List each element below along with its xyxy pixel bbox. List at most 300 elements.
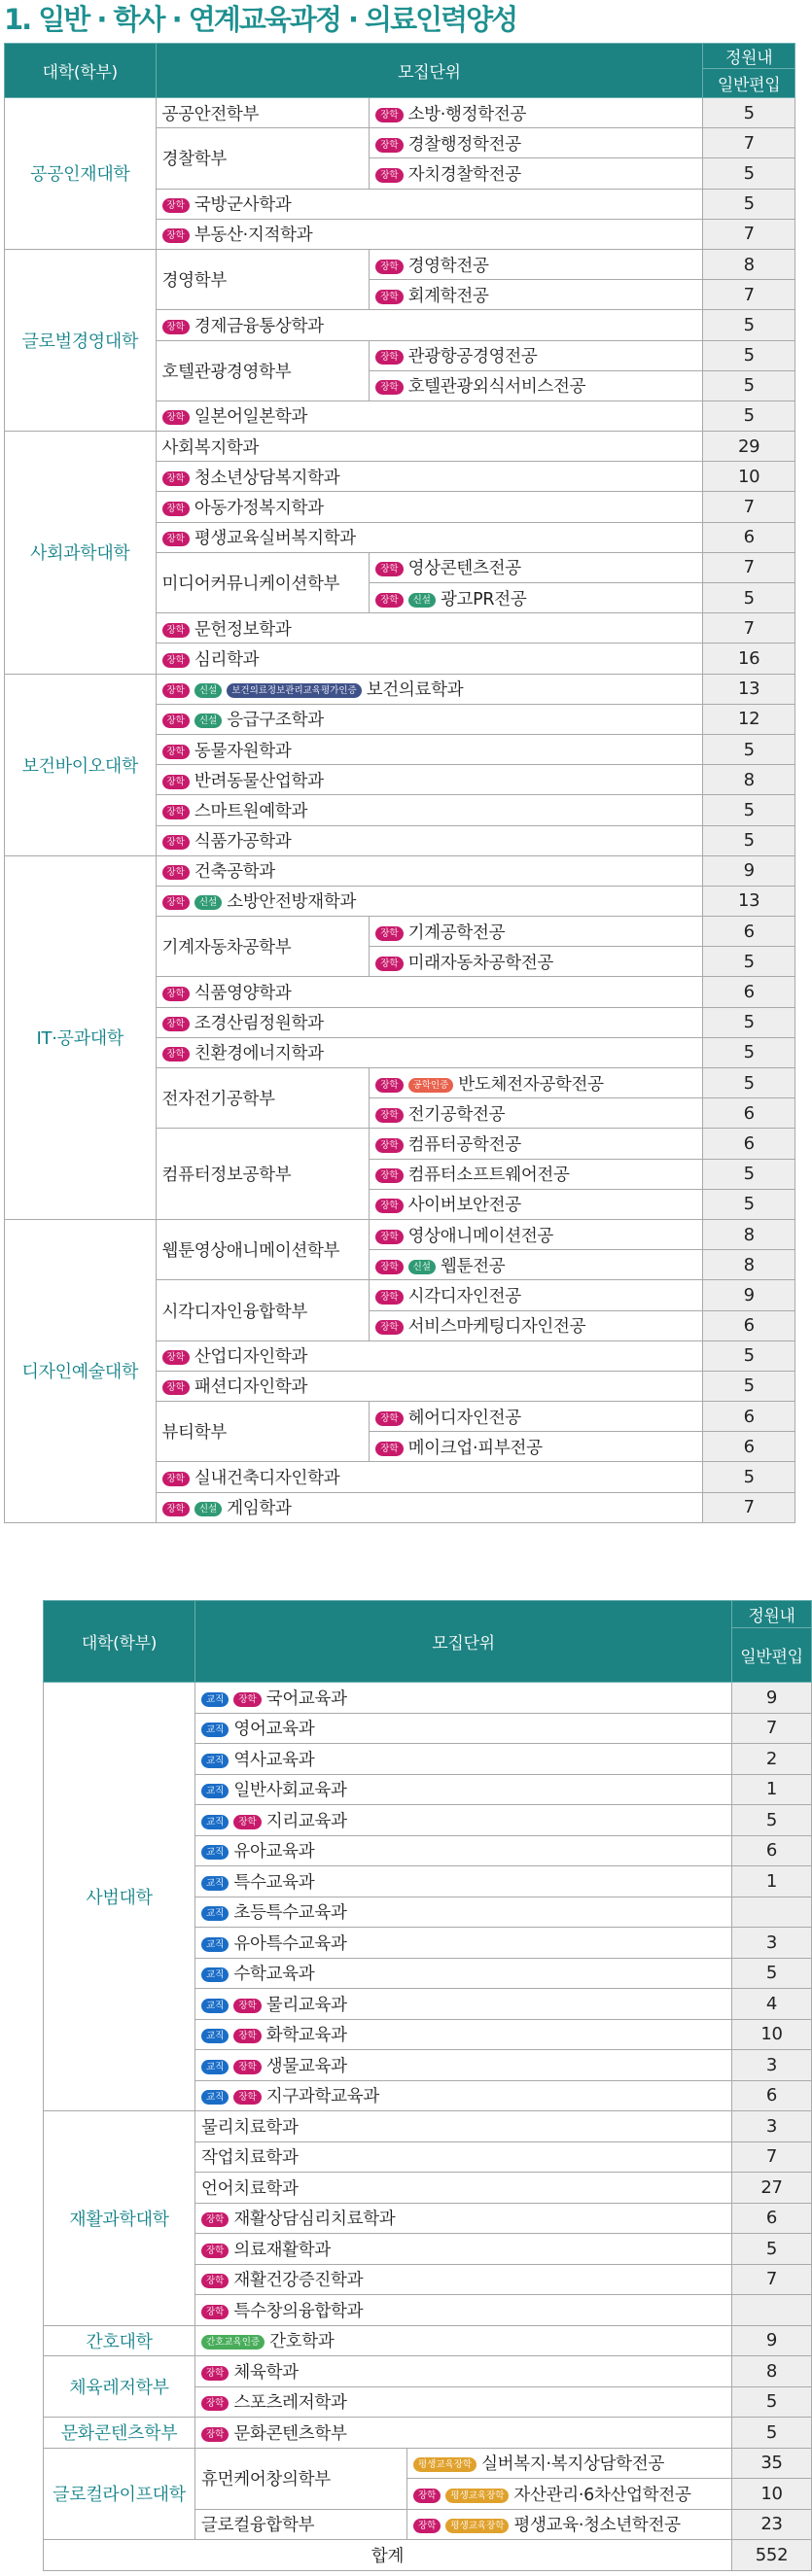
header-unit: 모집단위 [156, 44, 703, 98]
major-cell [370, 158, 703, 189]
major-label: 영상애니메이션전공 [407, 1226, 554, 1246]
college-cell: IT·공과대학 [5, 855, 157, 1219]
quota-cell: 5 [703, 1189, 795, 1219]
major-cell [370, 370, 703, 400]
major-label: 컴퓨터공학전공 [407, 1134, 521, 1155]
unit-label: 영어교육과 [233, 1720, 315, 1740]
quota-cell: 5 [703, 1371, 795, 1401]
unit-cell: 휴먼케어창의학부 [195, 2448, 407, 2509]
unit-cell [195, 2418, 732, 2449]
quota-cell: 6 [703, 917, 795, 947]
major-cell [370, 1250, 703, 1280]
unit-cell [156, 734, 703, 764]
quota-cell: 5 [703, 370, 795, 400]
college-cell: 사범대학 [44, 1683, 195, 2111]
scholarship-tag: 장학 [162, 1472, 190, 1486]
scholarship-tag: 장학 [162, 653, 190, 668]
scholarship-tag: 장학 [162, 471, 190, 486]
major-cell [370, 1432, 703, 1462]
major-cell [370, 249, 703, 279]
college-cell: 공공인재대학 [5, 98, 157, 250]
teaching-tag: 교직 [201, 1876, 229, 1891]
scholarship-tag: 장학 [375, 260, 403, 274]
unit-label: 화학교육과 [265, 2026, 347, 2046]
unit-label: 간호학과 [269, 2332, 335, 2352]
scholarship-tag: 장학 [375, 1138, 403, 1153]
new-tag: 신설 [408, 1260, 436, 1274]
quota-cell [732, 2295, 812, 2326]
scholarship-tag: 장학 [375, 1108, 403, 1123]
unit-cell [195, 2050, 732, 2081]
quota-cell: 6 [703, 1098, 795, 1129]
unit-cell: 경찰학부 [156, 128, 370, 189]
unit-cell [156, 522, 703, 552]
lifelong-scholarship-tag: 평생교육장학 [445, 2519, 509, 2533]
major-label: 웹툰전공 [440, 1256, 506, 1276]
quota-cell: 5 [703, 734, 795, 764]
unit-cell [156, 1462, 703, 1492]
major-label: 컴퓨터소프트웨어전공 [407, 1166, 570, 1186]
lifelong-scholarship-tag: 평생교육장학 [413, 2457, 477, 2472]
scholarship-tag: 장학 [375, 168, 403, 183]
quota-cell: 2 [732, 1744, 812, 1775]
scholarship-tag: 장학 [375, 1230, 403, 1244]
scholarship-tag: 장학 [233, 1815, 261, 1829]
quota-cell: 6 [703, 1310, 795, 1340]
teaching-tag: 교직 [201, 1784, 229, 1798]
unit-cell [156, 492, 703, 522]
quota-cell: 8 [703, 1250, 795, 1280]
major-cell [370, 1068, 703, 1098]
quota-cell: 8 [703, 249, 795, 279]
scholarship-tag: 장학 [375, 350, 403, 365]
scholarship-tag: 장학 [162, 835, 190, 850]
major-label: 기계공학전공 [407, 922, 506, 943]
scholarship-tag: 장학 [201, 2274, 229, 2288]
scholarship-tag: 장학 [375, 1442, 403, 1456]
scholarship-tag: 장학 [201, 2244, 229, 2258]
scholarship-tag: 장학 [375, 1411, 403, 1426]
quota-cell: 23 [732, 2509, 812, 2540]
quota-cell: 6 [703, 1432, 795, 1462]
major-cell [407, 2509, 732, 2540]
unit-cell: 웹툰영상애니메이션학부 [156, 1219, 370, 1279]
quota-cell: 6 [703, 977, 795, 1007]
quota-cell: 7 [703, 613, 795, 644]
quota-cell: 6 [732, 2203, 812, 2234]
unit-label: 실내건축디자인학과 [194, 1469, 340, 1489]
scholarship-tag: 장학 [375, 1260, 403, 1274]
total-label: 합계 [44, 2540, 732, 2571]
quota-cell: 5 [703, 583, 795, 613]
major-label: 사이버보안전공 [407, 1196, 521, 1216]
teaching-tag: 교직 [201, 1967, 229, 1982]
scholarship-tag: 장학 [201, 2427, 229, 2442]
unit-label: 식품영양학과 [194, 984, 292, 1004]
scholarship-tag: 장학 [162, 865, 190, 880]
unit-cell [156, 1007, 703, 1037]
unit-label: 식품가공학과 [194, 832, 292, 853]
scholarship-tag: 장학 [162, 987, 190, 1001]
scholarship-tag: 장학 [201, 2366, 229, 2381]
quota-cell: 5 [703, 1159, 795, 1189]
unit-cell: 미디어커뮤니케이션학부 [156, 552, 370, 612]
scholarship-tag: 장학 [233, 1999, 261, 2013]
quota-cell: 5 [732, 1805, 812, 1836]
unit-label: 역사교육과 [233, 1750, 315, 1770]
unit-label: 수학교육과 [233, 1965, 315, 1985]
quota-cell: 7 [732, 2141, 812, 2173]
major-cell [370, 947, 703, 977]
unit-label: 게임학과 [227, 1499, 292, 1519]
major-cell [370, 98, 703, 128]
new-tag: 신설 [194, 1502, 222, 1516]
quota-cell: 4 [732, 1989, 812, 2020]
scholarship-tag: 장학 [162, 1502, 190, 1516]
unit-cell [156, 219, 703, 249]
scholarship-tag: 장학 [375, 1320, 403, 1335]
quota-cell: 5 [732, 2234, 812, 2265]
quota-cell: 5 [703, 98, 795, 128]
unit-cell [156, 674, 703, 704]
quota-cell: 5 [703, 1462, 795, 1492]
teaching-tag: 교직 [201, 1999, 229, 2013]
unit-cell [156, 855, 703, 886]
quota-cell: 16 [703, 644, 795, 674]
major-label: 자치경찰학전공 [407, 164, 521, 185]
unit-cell [156, 644, 703, 674]
unit-label: 스포츠레저학과 [233, 2393, 347, 2414]
quota-cell: 7 [703, 219, 795, 249]
college-cell: 글로컬라이프대학 [44, 2448, 195, 2540]
quota-cell: 6 [732, 2080, 812, 2111]
quota-cell: 10 [732, 2019, 812, 2050]
total-value: 552 [732, 2540, 812, 2571]
scholarship-tag: 장학 [375, 957, 403, 971]
major-label: 서비스마케팅디자인전공 [407, 1317, 586, 1338]
scholarship-tag: 장학 [162, 775, 190, 789]
unit-label: 응급구조학과 [227, 711, 324, 731]
major-label: 자산관리·6차산업학전공 [513, 2485, 691, 2505]
unit-label: 심리학과 [194, 649, 260, 670]
scholarship-tag: 장학 [375, 562, 403, 576]
quota-cell: 8 [703, 1219, 795, 1249]
unit-label: 청소년상담복지학과 [194, 468, 340, 488]
unit-cell [156, 825, 703, 855]
quota-cell: 13 [703, 674, 795, 704]
quota-cell: 13 [703, 886, 795, 916]
unit-cell [195, 1683, 732, 1714]
unit-label: 의료재활학과 [233, 2240, 331, 2260]
unit-cell [156, 765, 703, 795]
unit-cell [195, 2080, 732, 2111]
unit-cell [195, 1897, 732, 1928]
scholarship-tag: 장학 [162, 895, 190, 910]
quota-cell: 5 [703, 1068, 795, 1098]
college-cell: 보건바이오대학 [5, 674, 157, 855]
scholarship-tag: 장학 [375, 380, 403, 395]
unit-cell: 전자전기공학부 [156, 1068, 370, 1129]
major-label: 시각디자인전공 [407, 1286, 521, 1306]
major-cell [370, 552, 703, 582]
unit-label: 물리교육과 [265, 1995, 347, 2015]
unit-label: 패션디자인학과 [194, 1377, 308, 1398]
college-cell: 사회과학대학 [5, 432, 157, 675]
unit-label: 유아교육과 [233, 1842, 315, 1862]
unit-cell [195, 2019, 732, 2050]
scholarship-tag: 장학 [162, 745, 190, 759]
page-title: 1. 일반 · 학사 · 연계교육과정 · 의료인력양성 [4, 3, 517, 36]
header-transfer: 일반편입 [732, 1628, 812, 1683]
admission-table-1 [4, 43, 795, 1523]
unit-cell [195, 2264, 732, 2295]
scholarship-tag: 장학 [162, 198, 190, 213]
unit-label: 반려동물산업학과 [194, 771, 324, 791]
teaching-tag: 교직 [201, 1723, 229, 1737]
scholarship-tag: 장학 [375, 138, 403, 153]
scholarship-tag: 장학 [413, 2489, 441, 2503]
scholarship-tag: 장학 [162, 805, 190, 819]
quota-cell: 3 [732, 2111, 812, 2142]
admission-table-2 [43, 1600, 812, 2571]
unit-cell [156, 704, 703, 734]
unit-cell: 컴퓨터정보공학부 [156, 1129, 370, 1220]
teaching-tag: 교직 [201, 1754, 229, 1768]
scholarship-tag: 장학 [375, 1078, 403, 1093]
unit-cell [156, 462, 703, 492]
college-cell: 간호대학 [44, 2325, 195, 2356]
unit-cell: 뷰티학부 [156, 1402, 370, 1462]
unit-cell [156, 1371, 703, 1401]
scholarship-tag: 장학 [201, 2305, 229, 2319]
teaching-tag: 교직 [201, 1937, 229, 1952]
scholarship-tag: 장학 [375, 1168, 403, 1183]
header-quota: 정원내 [703, 44, 795, 69]
scholarship-tag: 장학 [375, 108, 403, 122]
teaching-tag: 교직 [201, 2060, 229, 2074]
header-unit: 모집단위 [195, 1601, 732, 1683]
unit-cell: 경영학부 [156, 249, 370, 309]
teaching-tag: 교직 [201, 1845, 229, 1860]
scholarship-tag: 장학 [162, 502, 190, 516]
unit-cell: 기계자동차공학부 [156, 917, 370, 977]
header-college: 대학(학부) [44, 1601, 195, 1683]
quota-cell: 5 [732, 1958, 812, 1989]
unit-cell [195, 1866, 732, 1897]
unit-cell [195, 1928, 732, 1959]
major-label: 회계학전공 [407, 286, 489, 306]
major-label: 광고PR전공 [440, 589, 527, 609]
quota-cell: 9 [732, 1683, 812, 1714]
scholarship-tag: 장학 [162, 228, 190, 243]
scholarship-tag: 장학 [233, 1692, 261, 1707]
unit-cell [195, 1835, 732, 1866]
major-cell [370, 1129, 703, 1159]
unit-cell [195, 2356, 732, 2387]
unit-cell [156, 310, 703, 340]
major-cell [370, 128, 703, 158]
major-label: 전기공학전공 [407, 1104, 506, 1125]
unit-label: 소방안전방재학과 [227, 892, 357, 913]
major-label: 미래자동차공학전공 [407, 953, 554, 973]
quota-cell: 6 [732, 1835, 812, 1866]
unit-cell: 공공안전학부 [156, 98, 370, 128]
quota-cell: 5 [703, 158, 795, 189]
scholarship-tag: 장학 [162, 1047, 190, 1062]
lifelong-scholarship-tag: 평생교육장학 [445, 2489, 509, 2503]
unit-label: 친환경에너지학과 [194, 1044, 324, 1064]
major-cell [370, 1189, 703, 1219]
unit-cell [195, 2203, 732, 2234]
unit-cell [195, 2325, 732, 2356]
quota-cell: 7 [732, 1713, 812, 1744]
scholarship-tag: 장학 [201, 2212, 229, 2227]
unit-label: 문헌정보학과 [194, 619, 292, 640]
quota-cell: 9 [703, 1280, 795, 1310]
unit-cell [195, 1805, 732, 1836]
scholarship-tag: 장학 [162, 532, 190, 546]
teaching-tag: 교직 [201, 2090, 229, 2105]
unit-cell [156, 886, 703, 916]
new-tag: 신설 [194, 683, 222, 698]
quota-cell: 10 [732, 2479, 812, 2510]
quota-cell: 3 [732, 1928, 812, 1959]
quota-cell: 9 [732, 2325, 812, 2356]
quota-cell: 7 [703, 128, 795, 158]
major-label: 평생교육·청소년학전공 [513, 2516, 681, 2536]
unit-cell: 물리치료학과 [195, 2111, 732, 2142]
quota-cell: 8 [732, 2356, 812, 2387]
quota-cell: 5 [703, 1037, 795, 1067]
new-tag: 신설 [194, 895, 222, 910]
unit-label: 재활상담심리치료학과 [233, 2210, 396, 2230]
unit-label: 문화콘텐츠학부 [233, 2423, 347, 2444]
quota-cell: 5 [703, 825, 795, 855]
scholarship-tag: 장학 [162, 714, 190, 728]
unit-label: 조경산림정원학과 [194, 1014, 324, 1034]
scholarship-tag: 장학 [162, 1350, 190, 1365]
quota-cell: 6 [703, 1129, 795, 1159]
major-cell [370, 1159, 703, 1189]
unit-label: 일반사회교육과 [233, 1781, 347, 1801]
scholarship-tag: 장학 [375, 290, 403, 304]
quota-cell: 8 [703, 765, 795, 795]
quota-cell: 7 [703, 492, 795, 522]
unit-label: 국어교육과 [265, 1688, 347, 1709]
engineering-cert-tag: 공학인증 [408, 1078, 454, 1093]
major-cell [370, 1219, 703, 1249]
unit-cell: 시각디자인융합학부 [156, 1280, 370, 1340]
unit-label: 동물자원학과 [194, 741, 292, 761]
major-cell [370, 917, 703, 947]
unit-label: 보건의료학과 [366, 680, 464, 701]
unit-cell: 호텔관광경영학부 [156, 340, 370, 400]
unit-label: 초등특수교육과 [233, 1903, 347, 1924]
scholarship-tag: 장학 [162, 1380, 190, 1395]
unit-label: 아동가정복지학과 [194, 499, 324, 519]
new-tag: 신설 [194, 714, 222, 728]
unit-cell [195, 1958, 732, 1989]
quota-cell: 1 [732, 1866, 812, 1897]
nursing-cert-tag: 간호교육인증 [201, 2335, 265, 2350]
unit-label: 유아특수교육과 [233, 1933, 347, 1954]
header-college: 대학(학부) [5, 44, 157, 98]
quota-cell: 7 [703, 552, 795, 582]
unit-cell [156, 189, 703, 219]
scholarship-tag: 장학 [162, 1017, 190, 1031]
quota-cell: 5 [703, 340, 795, 370]
quota-cell: 1 [732, 1774, 812, 1805]
major-cell [370, 340, 703, 370]
unit-cell [156, 977, 703, 1007]
major-label: 메이크업·피부전공 [407, 1438, 543, 1458]
scholarship-tag: 장학 [233, 2029, 261, 2043]
major-cell [407, 2479, 732, 2510]
scholarship-tag: 장학 [162, 623, 190, 638]
unit-cell: 언어치료학과 [195, 2173, 732, 2204]
teaching-tag: 교직 [201, 2029, 229, 2043]
unit-label: 국방군사학과 [194, 195, 292, 216]
quota-cell: 5 [703, 795, 795, 825]
college-cell: 문화콘텐츠학부 [44, 2418, 195, 2449]
quota-cell: 5 [703, 400, 795, 431]
major-cell [407, 2448, 732, 2479]
scholarship-tag: 장학 [375, 1199, 403, 1213]
major-cell [370, 583, 703, 613]
quota-cell: 5 [703, 947, 795, 977]
scholarship-tag: 장학 [162, 320, 190, 334]
unit-cell [156, 400, 703, 431]
quota-cell: 7 [732, 2264, 812, 2295]
new-tag: 신설 [408, 593, 436, 608]
unit-label: 재활건강증진학과 [233, 2271, 364, 2291]
major-label: 관광항공경영전공 [407, 347, 538, 367]
quota-cell: 29 [703, 432, 795, 462]
major-label: 영상콘텐츠전공 [407, 559, 521, 579]
unit-cell: 글로컬융합학부 [195, 2509, 407, 2540]
unit-cell [156, 1037, 703, 1067]
major-cell [370, 1310, 703, 1340]
college-cell: 체육레저학부 [44, 2356, 195, 2418]
scholarship-tag: 장학 [233, 2090, 261, 2105]
unit-label: 지리교육과 [265, 1811, 347, 1831]
scholarship-tag: 장학 [162, 683, 190, 698]
header-quota: 정원내 [732, 1601, 812, 1628]
quota-cell: 7 [703, 280, 795, 310]
unit-cell [195, 2386, 732, 2418]
unit-cell [156, 1492, 703, 1522]
college-cell: 디자인예술대학 [5, 1219, 157, 1522]
scholarship-tag: 장학 [162, 410, 190, 425]
unit-label: 경제금융통상학과 [194, 316, 324, 336]
unit-cell: 작업치료학과 [195, 2141, 732, 2173]
major-label: 경영학전공 [407, 256, 489, 276]
scholarship-tag: 장학 [375, 593, 403, 608]
scholarship-tag: 장학 [413, 2519, 441, 2533]
major-label: 헤어디자인전공 [407, 1408, 521, 1428]
quota-cell: 27 [732, 2173, 812, 2204]
quota-cell: 3 [732, 2050, 812, 2081]
unit-label: 산업디자인학과 [194, 1347, 308, 1368]
quota-cell: 5 [703, 1007, 795, 1037]
unit-cell [156, 795, 703, 825]
major-cell [370, 1098, 703, 1129]
major-label: 실버복지·복지상담학전공 [481, 2454, 664, 2475]
unit-cell [195, 1713, 732, 1744]
unit-cell [156, 613, 703, 644]
quota-cell: 12 [703, 704, 795, 734]
unit-cell: 사회복지학과 [156, 432, 703, 462]
